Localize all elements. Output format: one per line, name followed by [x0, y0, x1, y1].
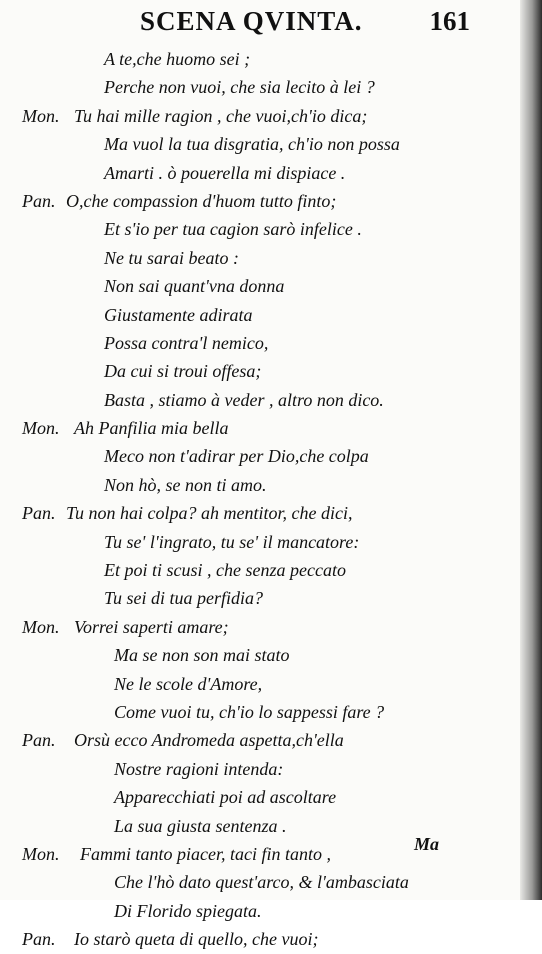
- verse-text: Di Florido spiegata.: [114, 900, 262, 921]
- verse-line: [22, 272, 492, 300]
- verse-text: Possa contra'l nemico,: [104, 332, 269, 353]
- verse-text: La sua giusta sentenza .: [114, 815, 287, 836]
- verse-line: [22, 698, 492, 726]
- verse-text: Tu hai mille ragion , che vuoi,ch'io dica;: [74, 105, 368, 126]
- verse-line: [22, 584, 492, 612]
- verse-line: [22, 755, 492, 783]
- speaker-label: Mon.: [22, 843, 60, 864]
- verse-line: [22, 73, 492, 101]
- verse-line: [22, 301, 492, 329]
- verse-text: Ma se non son mai stato: [114, 645, 290, 666]
- verse-text: Io starò queta di quello, che vuoi;: [74, 929, 319, 950]
- verse-text: Nostre ragioni intenda:: [114, 758, 284, 779]
- verse-text: Ma vuol la tua disgratia, ch'io non possa: [104, 134, 400, 155]
- verse-text: Vorrei saperti amare;: [74, 616, 229, 637]
- verse-line: [22, 528, 492, 556]
- speaker-label: Pan.: [22, 503, 56, 524]
- speaker-label: Mon.: [22, 418, 60, 439]
- verse-line: [22, 868, 492, 896]
- page-number: 161: [429, 6, 470, 36]
- verse-text: Che l'hò dato quest'arco, & l'ambasciata: [114, 872, 409, 893]
- verse-line: [22, 414, 492, 442]
- verse-line: [22, 613, 492, 641]
- verse-text: Da cui si troui offesa;: [104, 361, 262, 382]
- verse-line: [22, 215, 492, 243]
- speaker-label: Mon.: [22, 105, 60, 126]
- verse-text: Amarti . ò pouerella mi dispiace .: [104, 162, 346, 183]
- verse-text: Fammi tanto piacer, taci fin tanto ,: [80, 843, 331, 864]
- verse-line: [22, 499, 492, 527]
- verse-text: Tu se' l'ingrato, tu se' il mancatore:: [104, 531, 360, 552]
- verse-text: Ne le scole d'Amore,: [114, 673, 263, 694]
- verse-line: [22, 130, 492, 158]
- verse-line: [22, 641, 492, 669]
- verse-line: [22, 244, 492, 272]
- speaker-label: Pan.: [22, 190, 56, 211]
- verse-line: [22, 897, 492, 925]
- speaker-label: Pan.: [22, 730, 56, 751]
- verse-line: [22, 670, 492, 698]
- verse-text: Giustamente adirata: [104, 304, 253, 325]
- verse-text: Basta , stiamo à veder , altro non dico.: [104, 389, 384, 410]
- verse-text: Tu sei di tua perfidia?: [104, 588, 264, 609]
- verse-line: [22, 471, 492, 499]
- verse-line: [22, 329, 492, 357]
- speaker-label: Pan.: [22, 929, 56, 950]
- verse-text: Ne tu sarai beato :: [104, 247, 239, 268]
- verse-line: [22, 783, 492, 811]
- verse-text: Ah Panfilia mia bella: [74, 418, 229, 439]
- verse-line: [22, 159, 492, 187]
- verse-text: Et poi ti scusi , che senza peccato: [104, 560, 346, 581]
- verse-text: Apparecchiati poi ad ascoltare: [114, 787, 337, 808]
- verse-text: Meco non t'adirar per Dio,che colpa: [104, 446, 369, 467]
- verse-line: [22, 925, 492, 953]
- page-header: [140, 6, 470, 42]
- verse-line: [22, 45, 492, 73]
- verse-line: [22, 102, 492, 130]
- verse-text-block: [22, 45, 492, 954]
- catchword: Ma: [414, 834, 440, 854]
- verse-text: Et s'io per tua cagion sarò infelice .: [104, 219, 362, 240]
- verse-line: [22, 386, 492, 414]
- verse-text: A te,che huomo sei ;: [104, 49, 251, 69]
- verse-text: O,che compassion d'huom tutto finto;: [66, 190, 337, 211]
- page-binding-shadow: [520, 0, 542, 900]
- verse-line: [22, 187, 492, 215]
- running-title: SCENA QVINTA.: [140, 6, 363, 36]
- verse-text: Non sai quant'vna donna: [104, 276, 285, 297]
- verse-text: Tu non hai colpa? ah mentitor, che dici,: [66, 503, 353, 524]
- verse-text: Orsù ecco Andromeda aspetta,ch'ella: [74, 730, 344, 751]
- verse-line: [22, 442, 492, 470]
- verse-text: Non hò, se non ti amo.: [104, 474, 267, 495]
- verse-line: [22, 357, 492, 385]
- verse-line: [22, 556, 492, 584]
- speaker-label: Mon.: [22, 616, 60, 637]
- verse-text: Perche non vuoi, che sia lecito à lei ?: [104, 77, 375, 98]
- verse-line: [22, 726, 492, 754]
- verse-text: Come vuoi tu, ch'io lo sappessi fare ?: [114, 701, 385, 722]
